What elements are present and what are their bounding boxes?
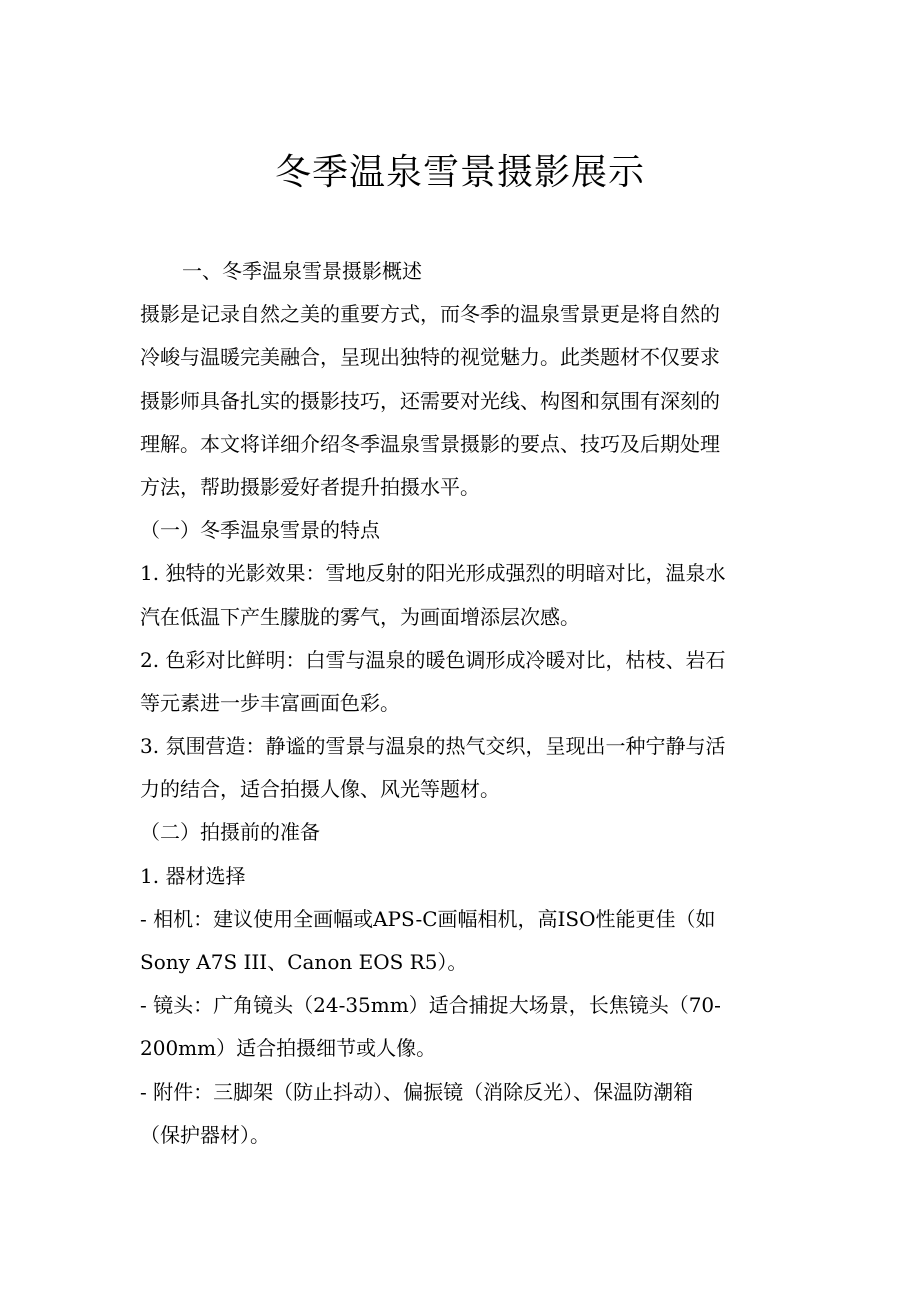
- list-item-line: - 相机：建议使用全画幅或APS-C画幅相机，高ISO性能更佳（如: [140, 906, 716, 931]
- list-item-line: Sony A7S III、Canon EOS R5）。: [140, 950, 468, 974]
- subsection-heading-features: （一）冬季温泉雪景的特点: [140, 518, 380, 543]
- document-title: 冬季温泉雪景摄影展示: [274, 152, 645, 193]
- list-item-line: 200mm）适合拍摄细节或人像。: [140, 1036, 437, 1061]
- paragraph-line: 方法，帮助摄影爱好者提升拍摄水平。: [140, 474, 480, 499]
- paragraph-line: 理解。本文将详细介绍冬季温泉雪景摄影的要点、技巧及后期处理: [140, 431, 720, 456]
- list-item-line: 2. 色彩对比鲜明：白雪与温泉的暖色调形成冷暖对比，枯枝、岩石: [140, 647, 726, 672]
- list-item-line: 力的结合，适合拍摄人像、风光等题材。: [140, 777, 500, 802]
- paragraph-line: 冷峻与温暖完美融合，呈现出独特的视觉魅力。此类题材不仅要求: [140, 345, 720, 370]
- section-heading-overview: 一、冬季温泉雪景摄影概述: [182, 259, 422, 283]
- list-item-line: 汽在低温下产生朦胧的雾气，为画面增添层次感。: [140, 604, 580, 629]
- subsection-heading-preparation: （二）拍摄前的准备: [140, 820, 320, 845]
- list-item-line: - 镜头：广角镜头（24-35mm）适合捕捉大场景，长焦镜头（70-: [140, 993, 721, 1018]
- paragraph-line: 摄影是记录自然之美的重要方式，而冬季的温泉雪景更是将自然的: [140, 302, 720, 327]
- document-body: [140, 250, 780, 1157]
- list-item-line: 1. 独特的光影效果：雪地反射的阳光形成强烈的明暗对比，温泉水: [140, 561, 726, 586]
- list-item-line: 等元素进一步丰富画面色彩。: [140, 690, 400, 715]
- list-item-line: 3. 氛围营造：静谧的雪景与温泉的热气交织，呈现出一种宁静与活: [140, 734, 726, 759]
- list-item-line: 1. 器材选择: [140, 863, 246, 888]
- paragraph-line: 摄影师具备扎实的摄影技巧，还需要对光线、构图和氛围有深刻的: [140, 388, 720, 413]
- list-item-line: （保护器材）。: [140, 1122, 270, 1147]
- list-item-line: - 附件：三脚架（防止抖动）、偏振镜（消除反光）、保温防潮箱: [140, 1079, 694, 1104]
